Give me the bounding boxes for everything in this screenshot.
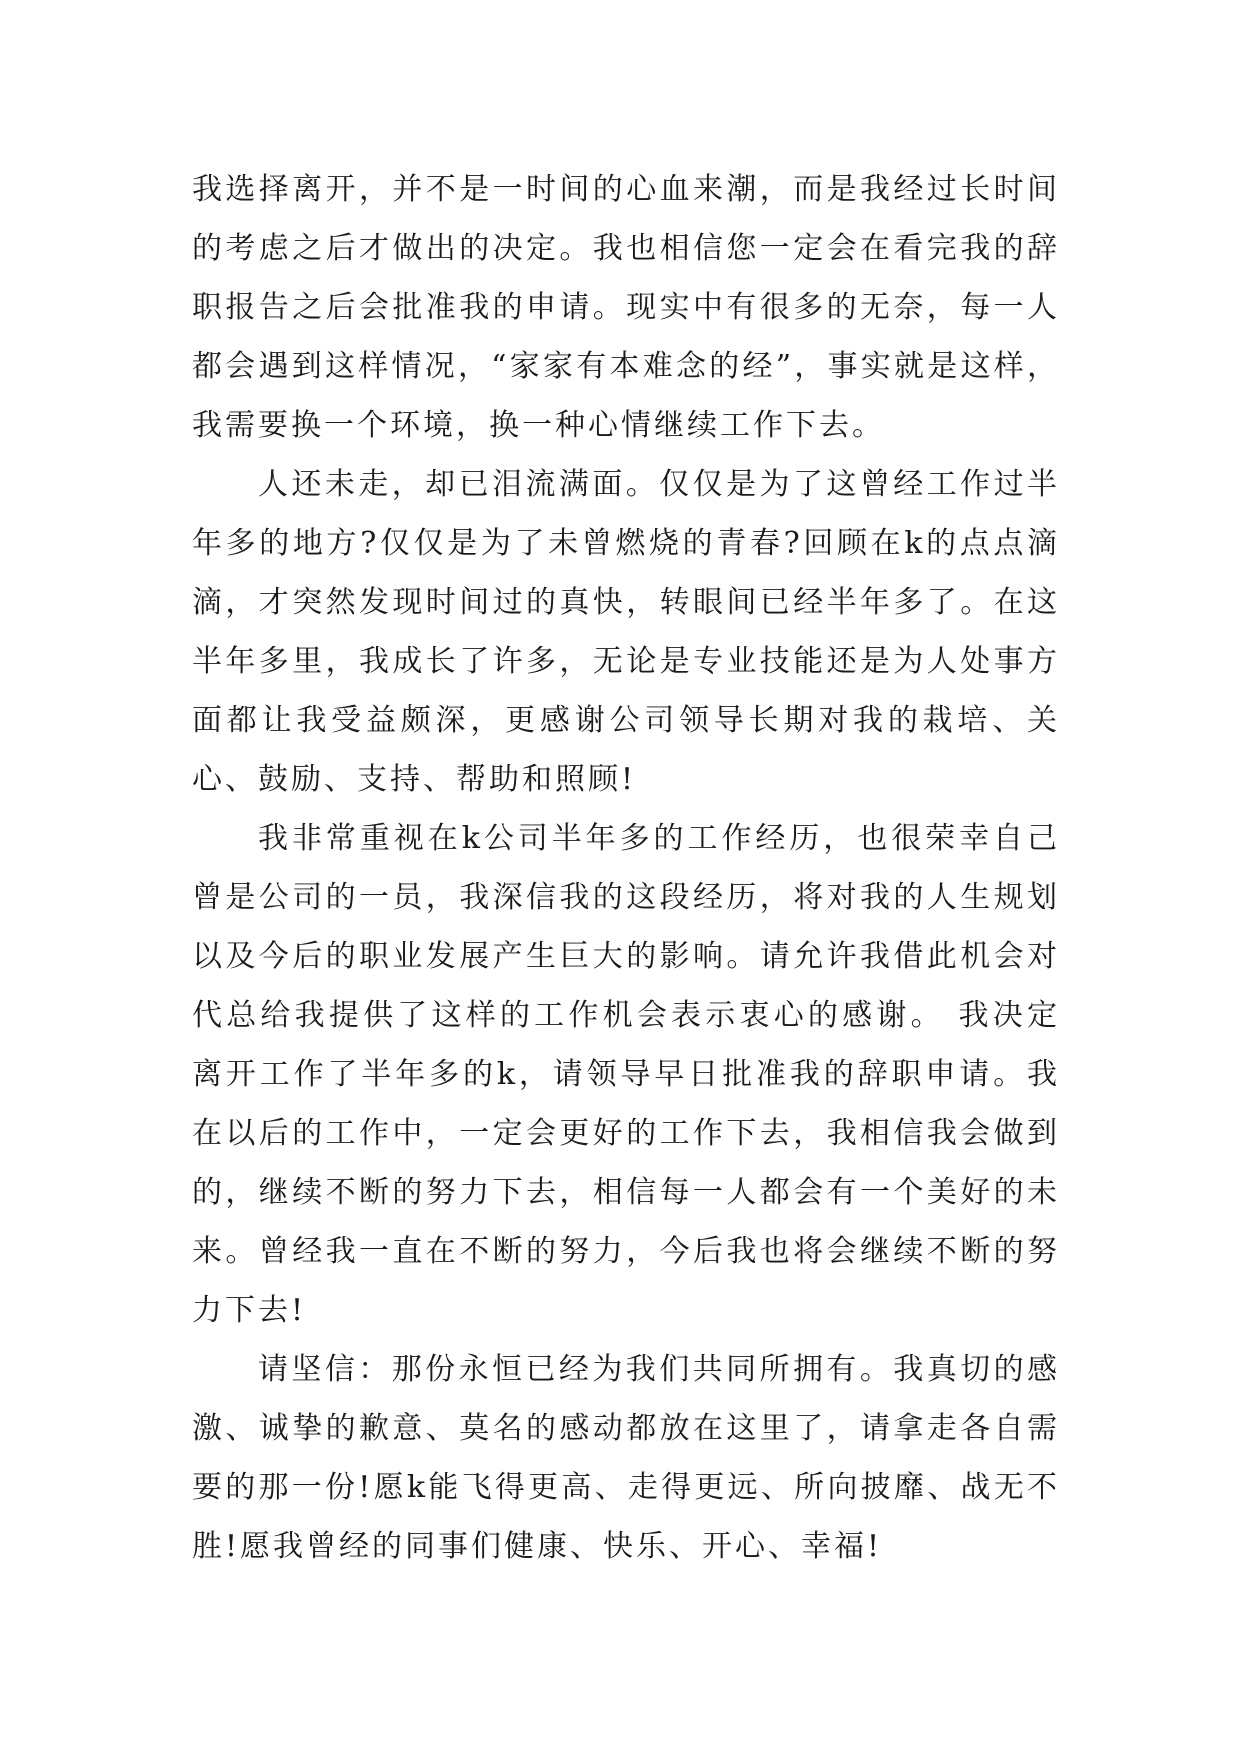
paragraph-2: 人还未走，却已泪流满面。仅仅是为了这曾经工作过半年多的地方?仅仅是为了未曾燃烧的青春?回顾在k的点点滴滴，才突然发现时间过的真快，转眼间已经半年多了。在这半年多里，我成长了许多，无论是专业技能还是为人处事方面都让我受益颇深，更感谢公司领导长期对我的栽培、关心、鼓励、支持、帮助和照顾! <box>192 467 1060 797</box>
paragraph-1: 我选择离开，并不是一时间的心血来潮，而是我经过长时间的考虑之后才做出的决定。我也相信您一定会在看完我的辞职报告之后会批准我的申请。现实中有很多的无奈，每一人都会遇到这样情况，“家家有本难念的经”，事实就是这样，我需要换一个环境，换一种心情继续工作下去。 <box>192 172 1060 443</box>
paragraph-4: 请坚信：那份永恒已经为我们共同所拥有。我真切的感激、诚挚的歉意、莫名的感动都放在这里了，请拿走各自需要的那一份!愿k能飞得更高、走得更远、所向披靡、战无不胜!愿我曾经的同事们健康、快乐、开心、幸福! <box>192 1352 1060 1564</box>
document-body <box>192 160 1060 1576</box>
paragraph-3: 我非常重视在k公司半年多的工作经历，也很荣幸自己曾是公司的一员，我深信我的这段经历，将对我的人生规划以及今后的职业发展产生巨大的影响。请允许我借此机会对代总给我提供了这样的工作机会表示衷心的感谢。 我决定离开工作了半年多的k，请领导早日批准我的辞职申请。我在以后的工作中，一定会更好的工作下去，我相信我会做到的，继续不断的努力下去，相信每一人都会有一个美好的未来。曾经我一直在不断的努力，今后我也将会继续不断的努力下去! <box>192 821 1060 1328</box>
